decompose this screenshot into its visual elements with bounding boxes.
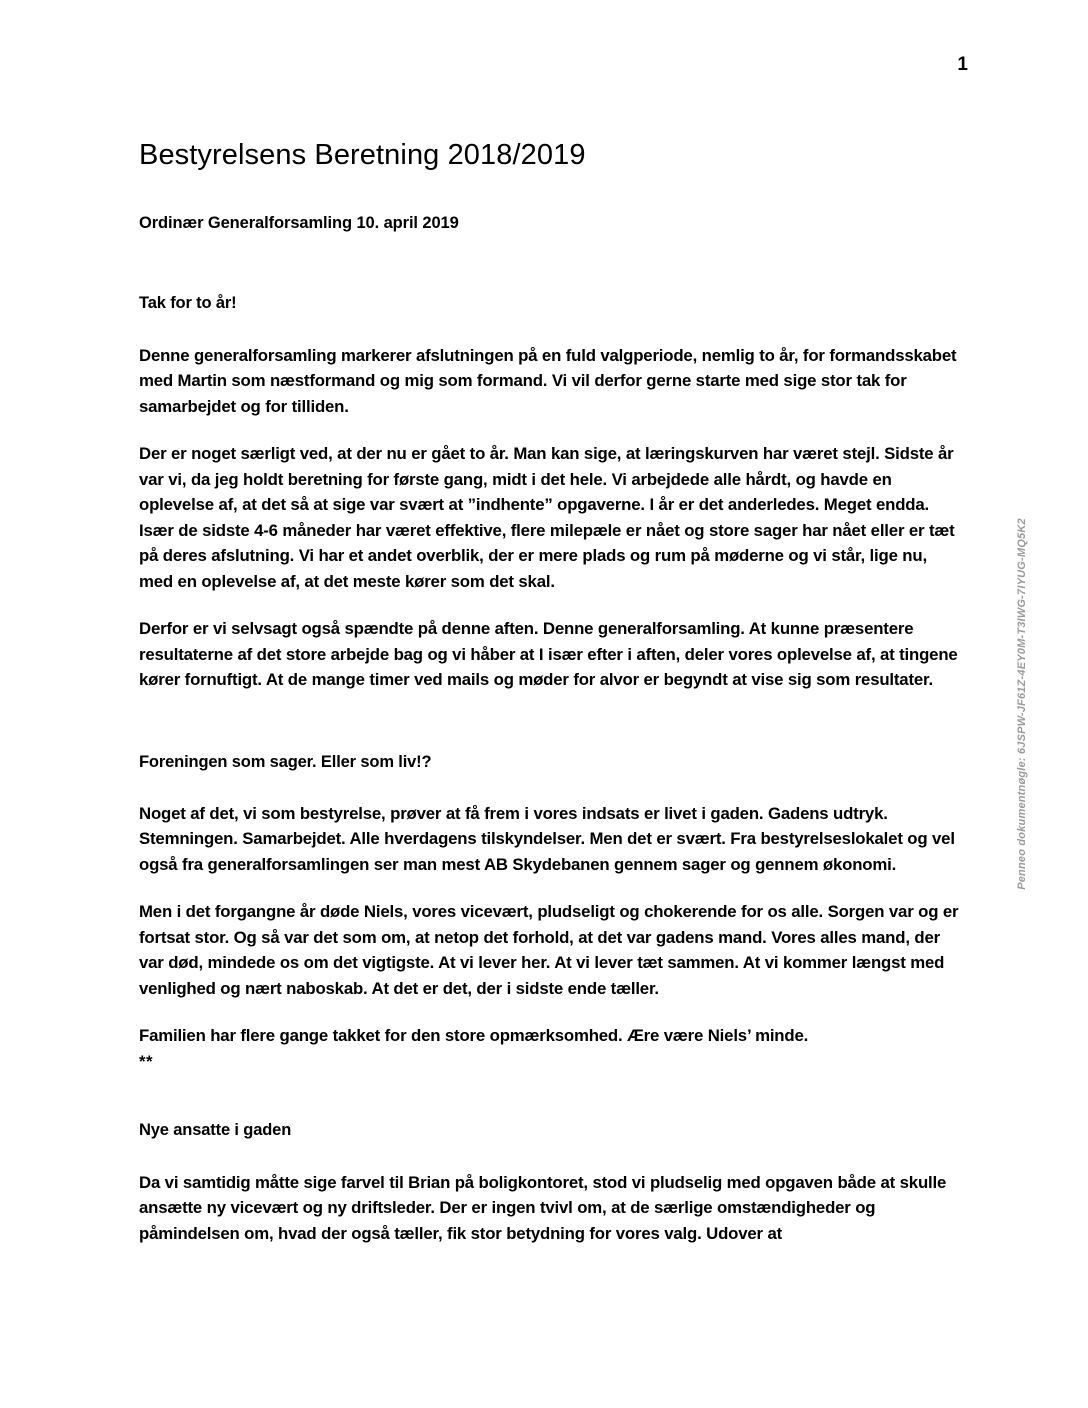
spacer: [139, 1001, 959, 1023]
section-heading-foreningen-som-sager: Foreningen som sager. Eller som liv!?: [139, 752, 432, 771]
paragraph: Men i det forgangne år døde Niels, vores vicevært, pludseligt og chokerende for os alle. Sorgen var og er fortsat stor. Og så var det som om, at netop det forhold, at det var gadens mand. Vores alles mand, der var død, mindede os om det vigtigste. At vi lever her. At vi lever tæt sammen. At vi kommer længst med venlighed og nært naboskab. At det er det, der i sidste ende tæller.: [139, 902, 959, 998]
section-heading-nye-ansatte-i-gaden: Nye ansatte i gaden: [139, 1121, 292, 1140]
document-subtitle: Ordinær Generalforsamling 10. april 2019: [139, 213, 459, 232]
spacer: [139, 419, 959, 441]
page-number: 1: [957, 54, 968, 75]
paragraph: Denne generalforsamling markerer afslutningen på en fuld valgperiode, nemlig to år, for formandsskabet med Martin som næstformand og mig som formand. Vi vil derfor gerne starte med sige stor tak for samarbejdet og for tilliden.: [139, 345, 957, 416]
paragraph: Der er noget særligt ved, at der nu er gået to år. Man kan sige, at læringskurven har været stejl. Sidste år var vi, da jeg holdt beretning for første gang, midt i det hele. Vi arbejdede alle hårdt, og havde en oplevelse af, at det så at sige var svært at ”indhente” opgaverne. I år er det anderledes. Meget endda. Især de sidste 4-6 måneder har været effektive, flere milepæle er nået og store sager har nået eller er tæt på deres afslutning. Vi har et andet overblik, der er mere plads og rum på møderne og vi står, lige nu, med en oplevelse af, at det meste kører som det skal.: [139, 444, 955, 591]
paragraph: Da vi samtidig måtte sige farvel til Brian på boligkontoret, stod vi pludselig med opgaven både at skulle ansætte ny vicevært og ny driftsleder. Der er ingen tvivl om, at de særlige omstændigheder og påmindelsen om, hvad der også tæller, fik stor betydning for vores valg. Udover at: [139, 1172, 947, 1243]
penneo-watermark: Penneo dokumentnøgle: 6JSPW-JF61Z-4EY0M-T3IWG-7IYUG-MQ5K2: [1016, 518, 1028, 890]
spacer: [139, 234, 959, 292]
spacer: [139, 315, 959, 343]
spacer: [139, 693, 959, 751]
spacer: [139, 594, 959, 616]
paragraph: Derfor er vi selvsagt også spændte på denne aften. Denne generalforsamling. At kunne præsentere resultaterne af det store arbejde bag og vi håber at I især efter i aften, deler vores oplevelse af, at tingene kører fornuftigt. At de mange timer ved mails og møder for alvor er begyndt at vise sig som resultater.: [139, 619, 958, 689]
spacer: [139, 1074, 959, 1119]
section-heading-tak-for-to-aar: Tak for to år!: [139, 294, 237, 313]
paragraph: Noget af det, vi som bestyrelse, prøver at få frem i vores indsats er livet i gaden. Gadens udtryk. Stemningen. Samarbejdet. Alle hverdagens tilskyndelser. Men det er svært. Fra bestyrelseslokalet og vel også fra generalforsamlingen ser man mest AB Skydebanen gennem sager og gennem økonomi.: [139, 803, 955, 874]
paragraph: Familien har flere gange takket for den store opmærksomhed. Ære være Niels’ minde.: [139, 1026, 809, 1046]
spacer: [139, 1142, 959, 1170]
page-title: Bestyrelsens Beretning 2018/2019: [139, 139, 586, 171]
spacer: [139, 877, 959, 899]
document-body: [139, 138, 959, 1246]
section-separator: **: [139, 1051, 154, 1071]
spacer: [139, 773, 959, 801]
